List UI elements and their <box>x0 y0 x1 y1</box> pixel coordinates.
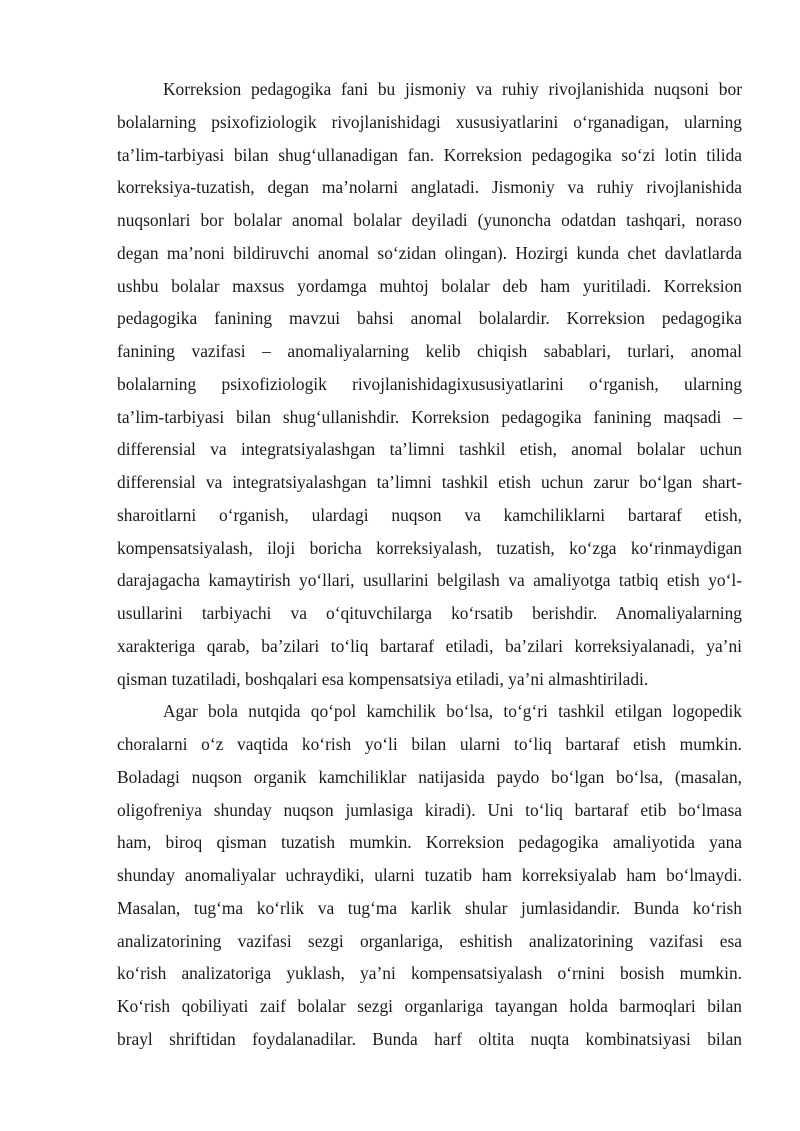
paragraph <box>117 73 742 695</box>
paragraph <box>117 695 742 1055</box>
text-line: differensial va integratsiyalashgan ta’limni tashkil etish uchun zarur bo‘lgan shart- <box>117 472 742 492</box>
text-line: korreksiya-tuzatish, degan ma’nolarni anglatadi. Jismoniy va ruhiy rivojlanishida <box>117 177 742 198</box>
text-line: ta’lim-tarbiyasi bilan shug‘ullanadigan fan. Korreksion pedagogika so‘zi lotin tilida <box>117 144 742 165</box>
text-line: brayl shriftidan foydalanadilar. Bunda harf oltita nuqta kombinatsiyasi bilan <box>117 1028 742 1049</box>
text-line: Boladagi nuqson organik kamchiliklar natijasida paydo bo‘lgan bo‘lsa, (masalan, <box>117 766 742 787</box>
text-line: analizatorining vazifasi sezgi organlariga, eshitish analizatorining vazifasi esa <box>117 930 742 951</box>
text-line: bolalarning psixofiziologik rivojlanishidagi xususiyatlarini o‘rganadigan, ularning <box>117 111 742 132</box>
text-line: degan ma’noni bildiruvchi anomal so‘zidan olingan). Hozirgi kunda chet davlatlarda <box>117 242 742 263</box>
text-line: Korreksion pedagogika fani bu jismoniy va ruhiy rivojlanishida nuqsoni bor <box>163 79 742 99</box>
text-line: ta’lim-tarbiyasi bilan shug‘ullanishdir. Korreksion pedagogika fanining maqsadi – <box>117 406 742 427</box>
text-line: qisman tuzatiladi, boshqalari esa kompensatsiya etiladi, ya’ni almashtiriladi. <box>117 668 649 689</box>
text-line: nuqsonlari bor bolalar anomal bolalar deyiladi (yunoncha odatdan tashqari, noraso <box>117 210 742 230</box>
text-line: usullarini tarbiyachi va o‘qituvchilarga ko‘rsatib berishdir. Anomaliyalarning <box>117 603 742 623</box>
text-line: darajagacha kamaytirish yo‘llari, usullarini belgilash va amaliyotga tatbiq etish yo‘l- <box>117 570 742 591</box>
text-line: differensial va integratsiyalashgan ta’limni tashkil etish, anomal bolalar uchun <box>117 439 742 460</box>
text-line: Masalan, tug‘ma ko‘rlik va tug‘ma karlik shular jumlasidandir. Bunda ko‘rish <box>117 897 742 918</box>
text-line: sharoitlarni o‘rganish, ulardagi nuqson va kamchiliklarni bartaraf etish, <box>117 504 742 525</box>
text-line: ushbu bolalar maxsus yordamga muhtoj bolalar deb ham yuritiladi. Korreksion <box>117 275 742 296</box>
text-line: choralarni o‘z vaqtida ko‘rish yo‘li bilan ularni to‘liq bartaraf etish mumkin. <box>117 734 742 754</box>
text-line: pedagogika fanining mavzui bahsi anomal bolalardir. Korreksion pedagogika <box>117 308 742 329</box>
text-line: kompensatsiyalash, iloji boricha korreksiyalash, tuzatish, ko‘zga ko‘rinmaydigan <box>117 537 742 558</box>
text-line: Ko‘rish qobiliyati zaif bolalar sezgi organlariga tayangan holda barmoqlari bilan <box>117 996 742 1016</box>
text-line: Agar bola nutqida qo‘pol kamchilik bo‘lsa, to‘g‘ri tashkil etilgan logopedik <box>163 701 742 722</box>
text-line: oligofreniya shunday nuqson jumlasiga kiradi). Uni to‘liq bartaraf etib bo‘lmasa <box>117 799 742 820</box>
text-line: fanining vazifasi – anomaliyalarning kelib chiqish sabablari, turlari, anomal <box>117 341 742 361</box>
text-line: ham, biroq qisman tuzatish mumkin. Korreksion pedagogika amaliyotida yana <box>117 832 742 853</box>
text-line: bolalarning psixofiziologik rivojlanishidagixususiyatlarini o‘rganish, ularning <box>117 373 742 394</box>
text-line: shunday anomaliyalar uchraydiki, ularni tuzatib ham korreksiyalab ham bo‘lmaydi. <box>117 865 742 885</box>
body-text <box>117 73 742 1056</box>
text-line: ko‘rish analizatoriga yuklash, ya’ni kompensatsiyalash o‘rnini bosish mumkin. <box>117 963 742 984</box>
text-line: xarakteriga qarab, ba’zilari to‘liq bartaraf etiladi, ba’zilari korreksiyalanadi, ya’ni <box>117 635 742 656</box>
